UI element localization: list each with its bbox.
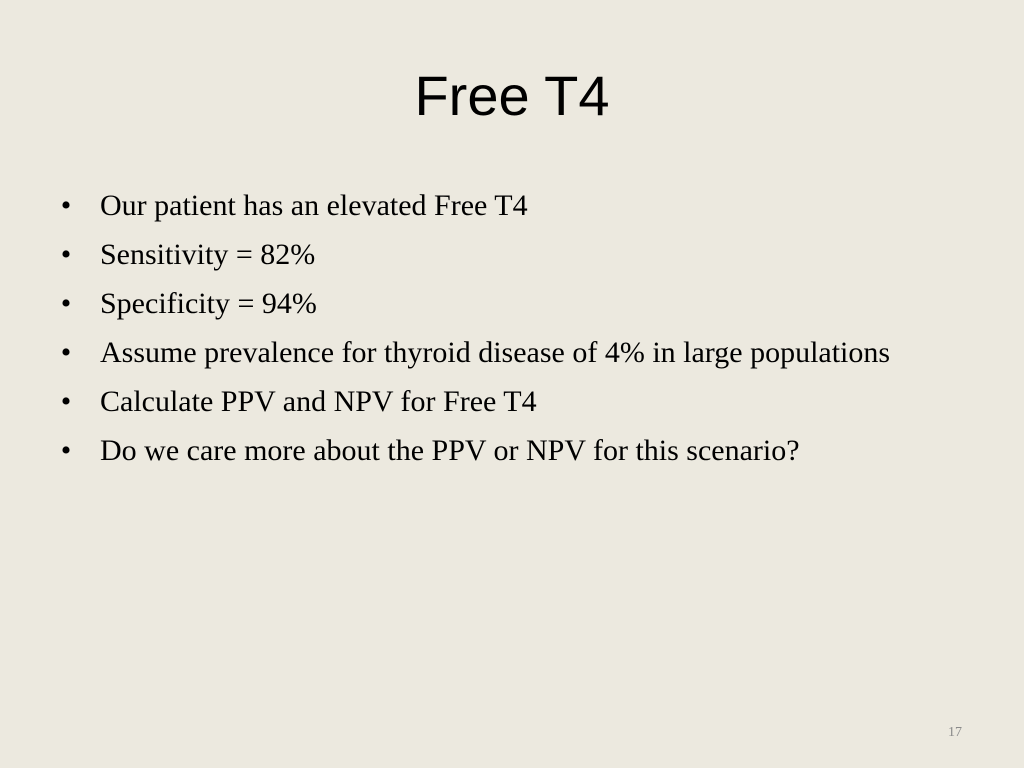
bullet-icon: • [60,238,72,271]
bullet-item [56,431,916,471]
bullet-icon: • [60,385,72,418]
bullet-icon: • [60,287,72,320]
bullet-text: Calculate PPV and NPV for Free T4 [100,385,537,418]
slide-title: Free T4 [414,64,610,127]
bullet-text: Assume prevalence for thyroid disease of 4% in large populations [100,336,891,369]
bullet-icon: • [60,189,72,222]
bullet-text: Specificity = 94% [100,287,317,320]
bullet-item [56,235,916,275]
bullet-item [56,382,916,422]
bullet-icon: • [60,336,72,369]
bullet-icon: • [60,434,72,467]
bullet-text: Our patient has an elevated Free T4 [100,189,528,222]
page-number: 17 [948,725,962,740]
bullet-list [56,186,916,480]
bullet-item [56,333,916,373]
bullet-text: Do we care more about the PPV or NPV for this scenario? [100,434,800,467]
bullet-item [56,284,916,324]
bullet-text: Sensitivity = 82% [100,238,316,271]
bullet-item [56,186,916,226]
